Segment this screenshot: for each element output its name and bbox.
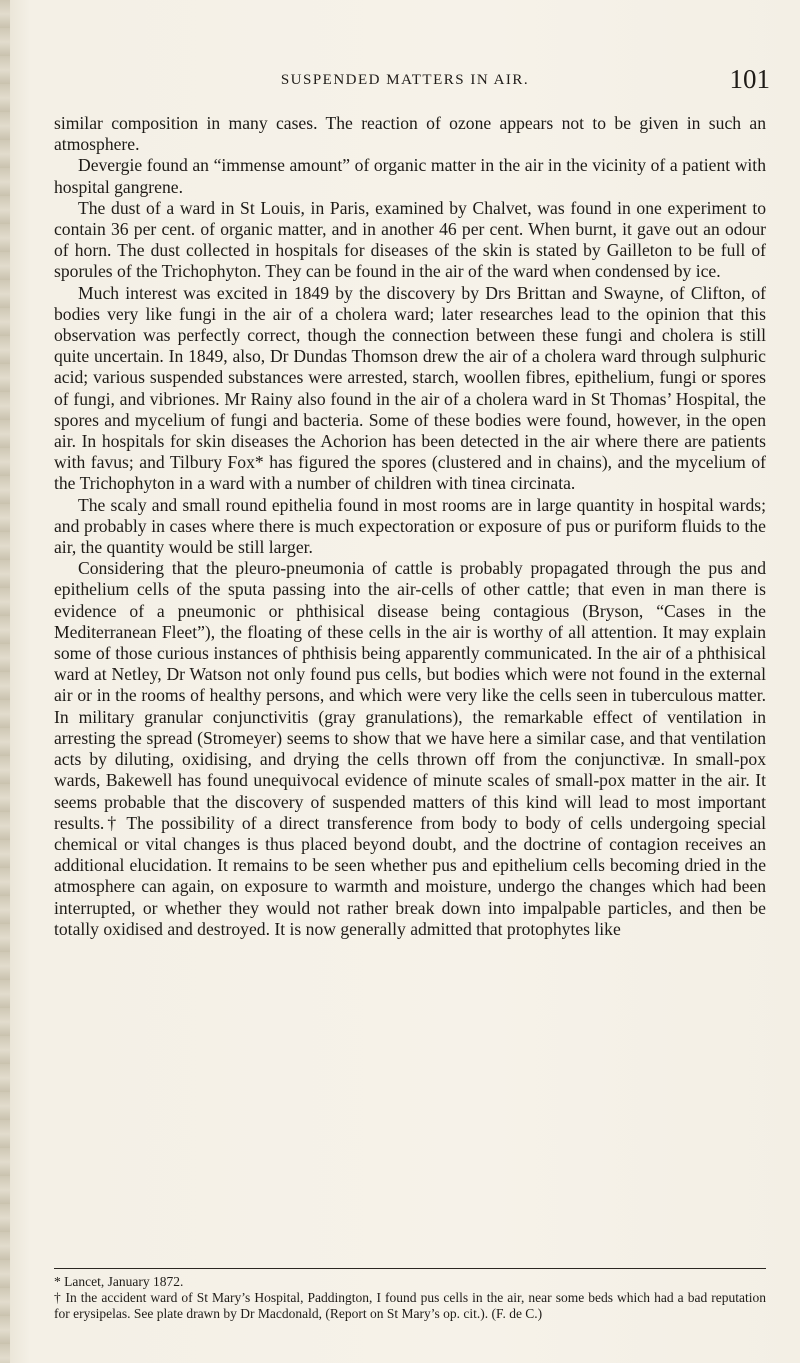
paragraph: Considering that the pleuro-pneumonia of cattle is probably propagated through the pus and epithelium cells of the sputa passing into the air-cells of other cattle; that even in man there is evidence of a pneumonic or phthisical disease being contagious (Bryson, “Cases in the Mediterranean Fleet”), the floating of these cells in the air is worthy of all attention. It may explain some of those curious instances of phthisis being apparently communicated. In the air of a phthisical ward at Netley, Dr Watson not only found pus cells, but bodies which were not found in the external air or in the rooms of healthy persons, and which were very like the cells seen in tuberculous matter. In military granular conjunctivitis (gray granulations), the remarkable effect of ventilation in arresting the spread (Stromeyer) seems to show that we have here a similar case, and that ventilation acts by diluting, oxidising, and drying the cells thrown off from the conjunctivæ. In small-pox wards, Bakewell has found unequivocal evidence of minute scales of small-pox matter in the air. It seems probable that the discovery of suspended matters of this kind will lead to most important results.† The possibility of a direct transference from body to body of cells undergoing special chemical or vital changes is thus placed beyond doubt, and the doctrine of contagion receives an additional elucidation. It remains to be seen whether pus and epithelium cells becoming dried in the atmosphere can again, on exposure to warmth and moisture, undergo the changes which had been interrupted, or whether they would not rather break down into impalpable particles, and then be totally oxidised and destroyed. It is now generally admitted that protophytes like xyxy=(54,558,766,939)
paragraph: Devergie found an “immense amount” of organic matter in the air in the vicinity of a patient with hospital gangrene. xyxy=(54,155,766,197)
paragraph: The scaly and small round epithelia found in most rooms are in large quantity in hospital wards; and probably in cases where there is much expectoration or exposure of pus or puriform fluids to the air, the quantity would be still larger. xyxy=(54,494,766,558)
body-text xyxy=(54,113,766,940)
page-header xyxy=(40,64,770,100)
page-binding-edge xyxy=(0,0,10,1363)
page-number: 101 xyxy=(729,64,770,94)
footnote: * Lancet, January 1872. xyxy=(54,1274,184,1289)
footnote-divider xyxy=(54,1268,766,1269)
paragraph: The dust of a ward in St Louis, in Paris, examined by Chalvet, was found in one experiment to contain 36 per cent. of organic matter, and in another 46 per cent. When burnt, it gave out an odour of horn. The dust collected in hospitals for diseases of the skin is stated by Gailleton to be full of sporules of the Trichophyton. They can be found in the air of the ward when condensed by ice. xyxy=(54,197,766,282)
footnotes xyxy=(54,1274,766,1322)
running-head: SUSPENDED MATTERS IN AIR. xyxy=(280,72,530,88)
paragraph: Much interest was excited in 1849 by the discovery by Drs Brittan and Swayne, of Clifton, of bodies very like fungi in the air of a cholera ward; later researches lead to the opinion that this observation was perfectly correct, though the connection between these fungi and cholera is still quite uncertain. In 1849, also, Dr Dundas Thomson drew the air of a cholera ward through sulphuric acid; various suspended substances were arrested, starch, woollen fibres, epithelium, fungi or spores of fungi, and vibriones. Mr Rainy also found in the air of a cholera ward in St Thomas’ Hospital, the spores and mycelium of fungi and bacteria. Some of these bodies were found, however, in the open air. In hospitals for skin diseases the Achorion has been detected in the air where there are patients with favus; and Tilbury Fox* has figured the spores (clustered and in chains), and the mycelium of the Trichophyton in a ward with a number of children with tinea circinata. xyxy=(54,282,766,494)
footnote: † In the accident ward of St Mary’s Hospital, Paddington, I found pus cells in the air, near some beds which had a bad reputation for erysipelas. See plate drawn by Dr Macdonald, (Report on St Mary’s op. cit.). (F. de C.) xyxy=(54,1290,766,1321)
paragraph: similar composition in many cases. The reaction of ozone appears not to be given in such an atmosphere. xyxy=(54,113,766,155)
